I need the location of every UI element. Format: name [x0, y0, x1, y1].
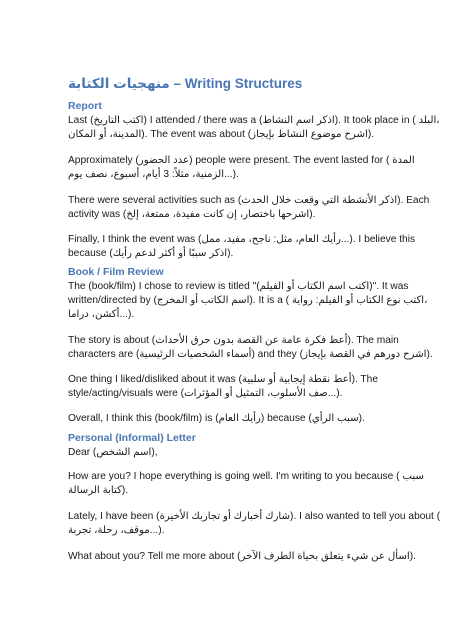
letter-line-4: Lately, I have been (شارك أخبارك أو تجاربك الأخيرة). I also wanted to tell you about (	[68, 511, 441, 522]
report-line-2: المدينة، أو المكان). The event was about (اشرح موضوع النشاط بإيجاز).	[68, 129, 375, 140]
report-line-8: because (اذكر سببًا أو أكثر لدعم رأيك).	[68, 248, 234, 259]
page-title: منهجيات الكتابة – Writing Structures	[68, 76, 303, 91]
letter-line-2: How are you? I hope everything is going well. I'm writing to you because ( سبب	[68, 471, 424, 482]
review-line-8: Overall, I think this (book/film) is (رأيك العام) because (سبب الرأي).	[68, 413, 365, 424]
report-line-3: Approximately (عدد الحضور) people were present. The event lasted for ( المدة	[68, 155, 415, 166]
report-line-6: activity was (اشرحها باختصار، إن كانت مفيدة، ممتعة، إلخ).	[68, 209, 316, 220]
letter-line-1: Dear (اسم الشخص),	[68, 447, 158, 458]
review-line-3: أكشن، دراما...).	[68, 309, 135, 320]
review-line-7: style/acting/visuals were (صف الأسلوب، التمثيل أو المؤثرات...).	[68, 388, 343, 399]
report-line-1: Last (اكتب التاريخ) I attended / there was a (اذكر اسم النشاط). It took place in ( البلد،	[68, 115, 440, 126]
review-line-5: characters are (أسماء الشخصيات الرئيسية) and they (اشرح دورهم في القصة بإيجاز).	[68, 349, 433, 360]
review-line-6: One thing I liked/disliked about it was (أعط نقطة إيجابية أو سلبية). The	[68, 374, 378, 385]
review-line-1: The (book/film) I chose to review is titled "(اكتب اسم الكتاب أو الفيلم)". It was	[68, 281, 409, 292]
letter-line-3: كتابة الرسالة).	[68, 485, 129, 496]
heading-report: Report	[68, 100, 102, 112]
heading-letter: Personal (Informal) Letter	[68, 432, 196, 444]
report-line-5: There were several activities such as (اذكر الأنشطة التي وقعت خلال الحدث). Each	[68, 195, 430, 206]
letter-line-6: What about you? Tell me more about (اسأل عن شيء يتعلق بحياة الطرف الآخر).	[68, 551, 416, 562]
letter-line-5: موقف، رحلة، تجربة...).	[68, 525, 165, 536]
report-line-4: الزمنية، مثلاً: 3 أيام، أسبوع، نصف يوم...).	[68, 169, 239, 180]
review-line-2: written/directed by (اسم الكاتب أو المخرج). It is a ( اكتب نوع الكتاب أو الفيلم: رواية،	[68, 295, 428, 306]
report-line-7: Finally, I think the event was (رأيك العام، مثل: ناجح، مفيد، ممل...). I believe this	[68, 234, 416, 245]
heading-review: Book / Film Review	[68, 266, 164, 278]
review-line-4: The story is about (أعط فكرة عامة عن القصة بدون حرق الأحداث). The main	[68, 335, 399, 346]
